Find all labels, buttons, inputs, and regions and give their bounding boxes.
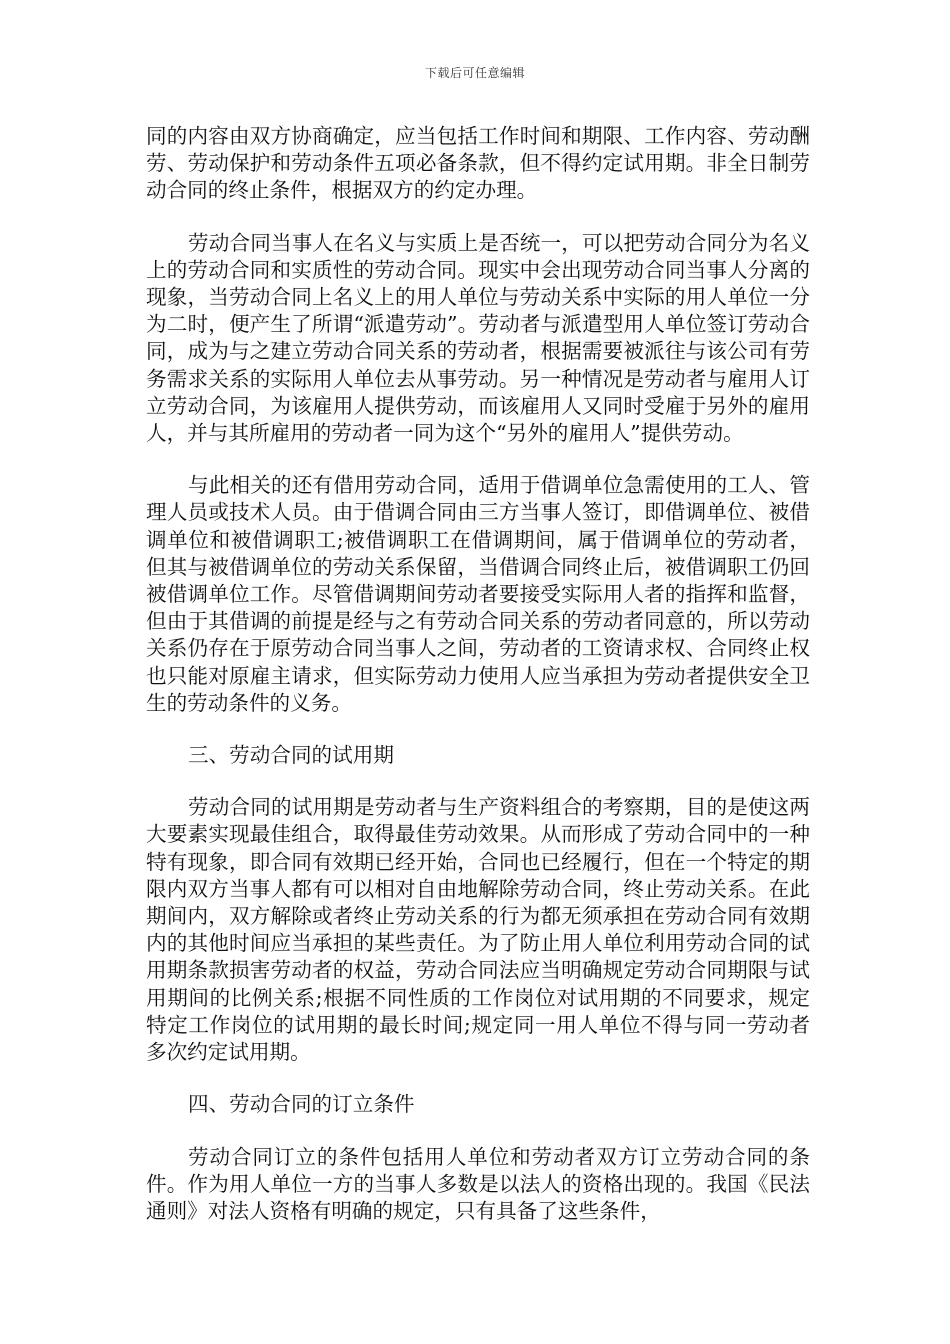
paragraph-probation-period: 劳动合同的试用期是劳动者与生产资料组合的考察期，目的是使这两大要素实现最佳组合，取得最佳劳动效果。从而形成了劳动合同中的一种特有现象，即合同有效期已经开始，合同也已经履行，但在一个特定的期限内双方当事人都有可以相对自由地解除劳动合同，终止劳动关系。在此期间内，双方解除或者终止劳动关系的行为都无须承担在劳动合同有效期内的其他时间应当承担的某些责任。为了防止用人单位利用劳动合同的试用期条款损害劳动者的权益，劳动合同法应当明确规定劳动合同期限与试用期间的比例关系;根据不同性质的工作岗位对试用期的不同要求，规定特定工作岗位的试用期的最长时间;规定同一用人单位不得与同一劳动者多次约定试用期。: [146, 795, 810, 1065]
paragraph-borrowed-labor-contract: 与此相关的还有借用劳动合同，适用于借调单位急需使用的工人、管理人员或技术人员。由于借调合同由三方当事人签订，即借调单位、被借调单位和被借调职工;被借调职工在借调期间，属于借调单位的劳动者，但其与被借调单位的劳动关系保留，当借调合同终止后，被借调职工仍回被借调单位工作。尽管借调期间劳动者要接受实际用人者的指挥和监督，但由于其借调的前提是经与之有劳动合同关系的劳动者同意的，所以劳动关系仍存在于原劳动合同当事人之间，劳动者的工资请求权、合同终止权也只能对原雇主请求，但实际劳动力使用人应当承担为劳动者提供安全卫生的劳动条件的义务。: [146, 473, 810, 715]
paragraph-nominal-substantive-contract: 劳动合同当事人在名义与实质上是否统一，可以把劳动合同分为名义上的劳动合同和实质性的劳动合同。现实中会出现劳动合同当事人分离的现象，当劳动合同上名义上的用人单位与劳动关系中实际的用人单位一分为二时，便产生了所谓“派遣劳动”。劳动者与派遣型用人单位签订劳动合同，成为与之建立劳动合同关系的劳动者，根据需要被派往与该公司有劳务需求关系的实际用人单位去从事劳动。另一种情况是劳动者与雇用人订立劳动合同，为该雇用人提供劳动，而该雇用人又同时受雇于另外的雇用人，并与其所雇用的劳动者一同为这个“另外的雇用人”提供劳动。: [146, 230, 810, 446]
page-header-note: 下载后可任意编辑: [424, 66, 525, 80]
paragraph-conclusion-conditions: 劳动合同订立的条件包括用人单位和劳动者双方订立劳动合同的条件。作为用人单位一方的当事人多数是以法人的资格出现的。我国《民法通则》对法人资格有明确的规定，只有具备了这些条件，: [146, 1144, 810, 1223]
paragraph-continuation: 同的内容由双方协商确定，应当包括工作时间和期限、工作内容、劳动酬劳、劳动保护和劳动条件五项必备条款，但不得约定试用期。非全日制劳动合同的终止条件，根据双方的约定办理。: [146, 124, 810, 203]
document-body: [146, 123, 810, 1225]
section-heading-conditions: 四、劳动合同的订立条件: [188, 1092, 415, 1117]
section-heading-probation: 三、劳动合同的试用期: [188, 743, 394, 768]
